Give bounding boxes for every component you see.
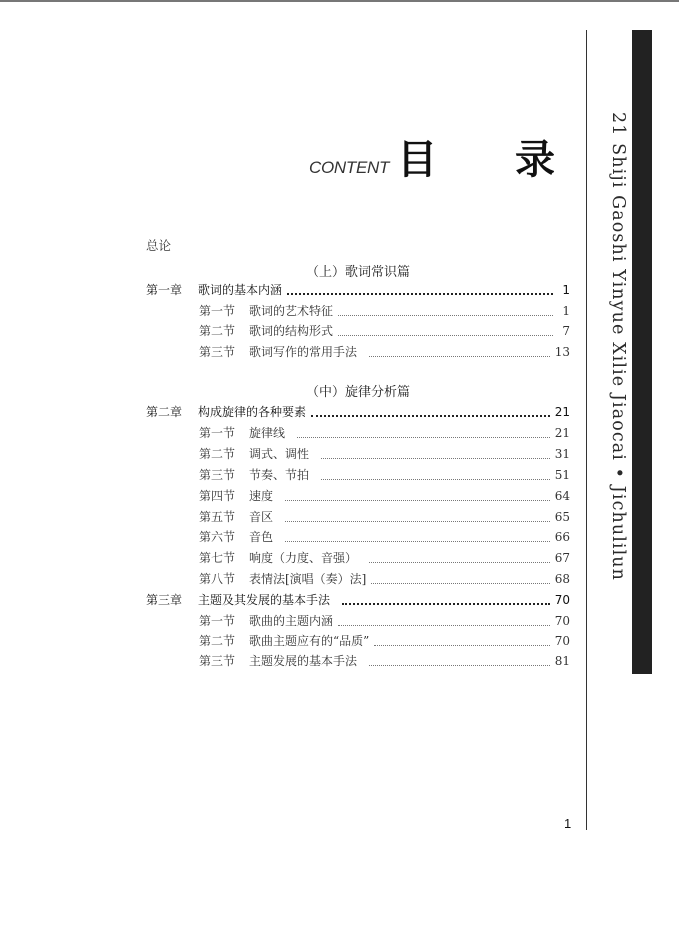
- dot-leader: [321, 458, 550, 459]
- section-number: 第五节: [199, 510, 236, 524]
- toc-section-entry[interactable]: [199, 570, 570, 587]
- page-ref: 1: [562, 304, 570, 318]
- section-title: 歌词写作的常用手法: [249, 345, 358, 359]
- toc-section-entry[interactable]: [199, 487, 570, 504]
- section-number: 第二节: [199, 447, 236, 461]
- toc-section-entry[interactable]: [199, 466, 570, 483]
- section-number: 第四节: [199, 489, 236, 503]
- dot-leader: [285, 500, 550, 501]
- page-ref: 21: [554, 405, 570, 419]
- toc-section-entry[interactable]: [199, 424, 570, 441]
- section-title: 响度（力度、音强）: [249, 551, 358, 565]
- toc-section-entry[interactable]: [199, 302, 570, 319]
- page-ref: 66: [554, 530, 570, 544]
- toc-section-entry[interactable]: [199, 612, 570, 629]
- page-ref: 1: [562, 283, 570, 297]
- dot-leader: [369, 665, 550, 666]
- part-heading: （上）歌词常识篇: [305, 265, 410, 280]
- dot-leader: [338, 315, 553, 316]
- section-title: 歌词的结构形式: [249, 324, 334, 338]
- section-title: 音区: [249, 510, 274, 524]
- section-title: 表情法[演唱（奏）法]: [249, 572, 367, 586]
- dot-leader: [369, 356, 550, 357]
- section-title: 节奏、节拍: [249, 468, 310, 482]
- section-number: 第二节: [199, 634, 236, 648]
- page-ref: 13: [554, 345, 570, 359]
- section-title: 旋律线: [249, 426, 286, 440]
- page-ref: 81: [554, 654, 570, 668]
- section-title: 调式、调性: [249, 447, 310, 461]
- section-number: 第二节: [199, 324, 236, 338]
- dot-leader: [285, 541, 550, 542]
- side-thumb-bar: [632, 30, 652, 674]
- chapter-number: 第二章: [146, 405, 183, 419]
- section-title: 主题发展的基本手法: [249, 654, 358, 668]
- section-title: 歌曲的主题内涵: [249, 614, 334, 628]
- section-title: 速度: [249, 489, 274, 503]
- toc-chapter-entry[interactable]: [146, 591, 570, 608]
- page-ref: 70: [554, 614, 570, 628]
- chapter-number: 第三章: [146, 593, 183, 607]
- page-number: 1: [564, 816, 572, 831]
- section-title: 歌词的艺术特征: [249, 304, 334, 318]
- dot-leader: [342, 603, 550, 605]
- dot-leader: [297, 437, 550, 438]
- toc-chapter-entry[interactable]: [146, 403, 570, 420]
- page-ref: 7: [562, 324, 570, 338]
- page-ref: 21: [554, 426, 570, 440]
- page-ref: 68: [554, 572, 570, 586]
- top-border-line: [0, 0, 679, 2]
- section-number: 第七节: [199, 551, 236, 565]
- section-title: 音色: [249, 530, 274, 544]
- toc-section-entry[interactable]: [199, 508, 570, 525]
- toc-section-entry[interactable]: [199, 652, 570, 669]
- chapter-title: 主题及其发展的基本手法: [198, 593, 331, 607]
- section-title: 歌曲主题应有的“品质”: [249, 634, 370, 648]
- dot-leader: [338, 335, 553, 336]
- dot-leader: [285, 521, 550, 522]
- content-label: CONTENT: [309, 158, 390, 177]
- dot-leader: [369, 562, 550, 563]
- dot-leader: [311, 415, 550, 417]
- section-number: 第一节: [199, 614, 236, 628]
- page-ref: 65: [554, 510, 570, 524]
- chapter-number: 第一章: [146, 283, 183, 297]
- section-number: 第六节: [199, 530, 236, 544]
- section-number: 第八节: [199, 572, 236, 586]
- toc-section-entry[interactable]: [199, 445, 570, 462]
- series-title: 21 Shiji Gaoshi Yinyue Xilie Jiaocai • Jichulilun: [608, 112, 628, 582]
- dot-leader: [371, 583, 549, 584]
- section-number: 第三节: [199, 345, 236, 359]
- toc-section-entry[interactable]: [199, 343, 570, 360]
- dot-leader: [374, 645, 549, 646]
- dot-leader: [338, 625, 550, 626]
- section-number: 第一节: [199, 304, 236, 318]
- part-heading: （中）旋律分析篇: [305, 385, 410, 400]
- toc-section-entry[interactable]: [199, 632, 570, 649]
- page-ref: 31: [554, 447, 570, 461]
- chapter-title: 构成旋律的各种要素: [198, 405, 307, 419]
- page-ref: 70: [554, 593, 570, 607]
- page-ref: 64: [554, 489, 570, 503]
- page-ref: 70: [554, 634, 570, 648]
- dot-leader: [287, 293, 553, 295]
- page-ref: 51: [554, 468, 570, 482]
- intro-entry[interactable]: 总论: [146, 238, 172, 253]
- toc-section-entry[interactable]: [199, 549, 570, 566]
- toc-title: 目 录: [397, 137, 587, 183]
- section-number: 第三节: [199, 468, 236, 482]
- chapter-title: 歌词的基本内涵: [198, 283, 283, 297]
- toc-section-entry[interactable]: [199, 528, 570, 545]
- toc-chapter-entry[interactable]: [146, 281, 570, 298]
- section-number: 第一节: [199, 426, 236, 440]
- toc-heading: [309, 128, 587, 185]
- dot-leader: [321, 479, 550, 480]
- toc-section-entry[interactable]: [199, 322, 570, 339]
- section-number: 第三节: [199, 654, 236, 668]
- page-ref: 67: [554, 551, 570, 565]
